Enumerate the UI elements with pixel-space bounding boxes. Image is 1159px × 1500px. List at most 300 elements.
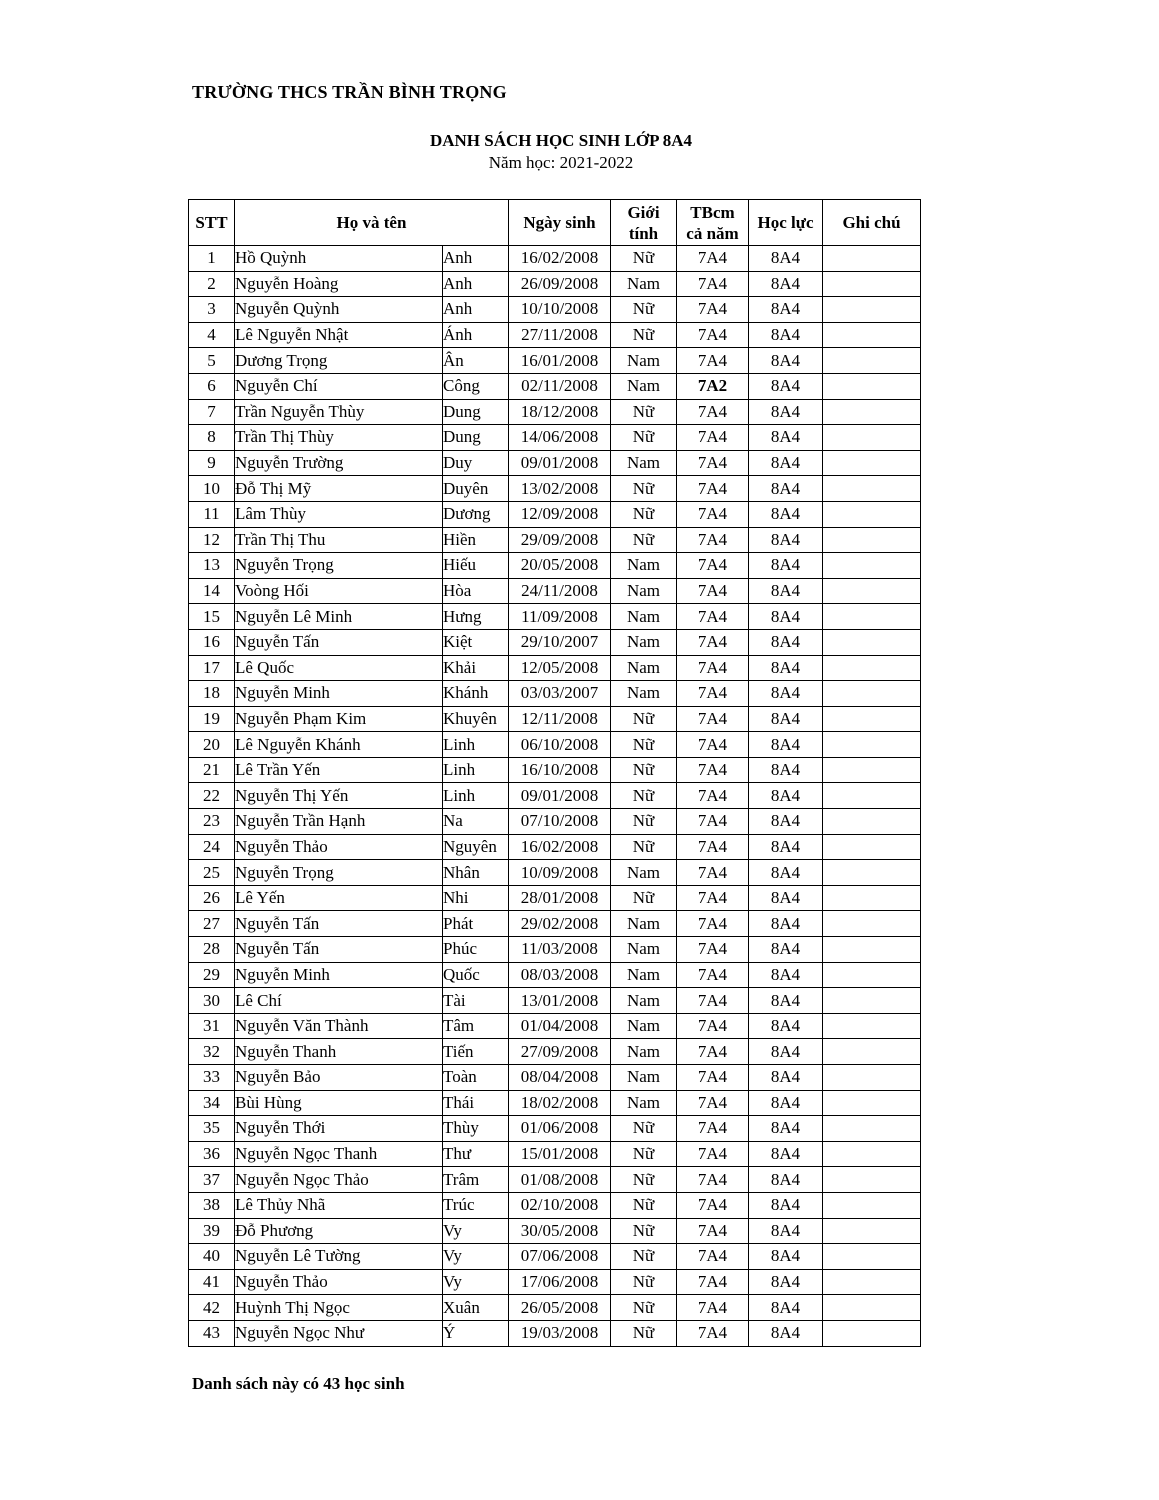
table-row (189, 297, 921, 323)
cell-dob: 16/01/2008 (509, 348, 611, 374)
cell-note (823, 834, 921, 860)
cell-given-name: Hiền (443, 527, 509, 553)
table-row (189, 783, 921, 809)
cell-rank: 8A4 (749, 1116, 823, 1142)
cell-average: 7A4 (677, 348, 749, 374)
cell-dob: 30/05/2008 (509, 1218, 611, 1244)
cell-average: 7A4 (677, 1269, 749, 1295)
cell-note (823, 399, 921, 425)
cell-family-name: Nguyễn Tấn (235, 911, 443, 937)
table-row (189, 246, 921, 272)
cell-note (823, 1116, 921, 1142)
cell-family-name: Nguyễn Tấn (235, 629, 443, 655)
cell-note (823, 553, 921, 579)
cell-family-name: Nguyễn Lê Tường (235, 1244, 443, 1270)
cell-dob: 01/08/2008 (509, 1167, 611, 1193)
cell-given-name: Linh (443, 732, 509, 758)
cell-stt: 24 (189, 834, 235, 860)
cell-given-name: Ân (443, 348, 509, 374)
cell-dob: 11/03/2008 (509, 937, 611, 963)
cell-rank: 8A4 (749, 834, 823, 860)
cell-average: 7A4 (677, 604, 749, 630)
cell-note (823, 1090, 921, 1116)
cell-family-name: Trần Thị Thùy (235, 425, 443, 451)
cell-average: 7A4 (677, 1320, 749, 1346)
cell-dob: 09/01/2008 (509, 783, 611, 809)
header-stt: STT (189, 200, 235, 246)
table-row (189, 578, 921, 604)
header-average (677, 200, 749, 246)
cell-note (823, 911, 921, 937)
cell-rank: 8A4 (749, 246, 823, 272)
cell-stt: 30 (189, 988, 235, 1014)
cell-rank: 8A4 (749, 501, 823, 527)
cell-stt: 42 (189, 1295, 235, 1321)
table-row (189, 1192, 921, 1218)
cell-dob: 16/02/2008 (509, 246, 611, 272)
cell-note (823, 373, 921, 399)
document-title: DANH SÁCH HỌC SINH LỚP 8A4 (429, 131, 693, 150)
cell-note (823, 1167, 921, 1193)
cell-gender: Nữ (611, 732, 677, 758)
cell-given-name: Nguyên (443, 834, 509, 860)
cell-stt: 6 (189, 373, 235, 399)
cell-average: 7A4 (677, 1065, 749, 1091)
cell-note (823, 297, 921, 323)
table-row (189, 655, 921, 681)
cell-given-name: Toàn (443, 1065, 509, 1091)
cell-average: 7A4 (677, 450, 749, 476)
cell-rank: 8A4 (749, 706, 823, 732)
cell-note (823, 1192, 921, 1218)
cell-average: 7A4 (677, 783, 749, 809)
cell-given-name: Ý (443, 1320, 509, 1346)
cell-stt: 17 (189, 655, 235, 681)
cell-gender: Nữ (611, 1269, 677, 1295)
cell-note (823, 988, 921, 1014)
cell-average: 7A4 (677, 706, 749, 732)
header-average-line2: cả năm (686, 223, 739, 243)
cell-average: 7A4 (677, 501, 749, 527)
cell-rank: 8A4 (749, 450, 823, 476)
table-row (189, 860, 921, 886)
cell-given-name: Thùy (443, 1116, 509, 1142)
cell-rank: 8A4 (749, 1269, 823, 1295)
header-average-line1: TBcm (690, 202, 735, 222)
cell-rank: 8A4 (749, 1218, 823, 1244)
cell-rank: 8A4 (749, 604, 823, 630)
cell-given-name: Anh (443, 297, 509, 323)
cell-rank: 8A4 (749, 1244, 823, 1270)
cell-average: 7A4 (677, 885, 749, 911)
cell-given-name: Khuyên (443, 706, 509, 732)
cell-dob: 16/10/2008 (509, 757, 611, 783)
cell-average: 7A4 (677, 629, 749, 655)
cell-given-name: Hiếu (443, 553, 509, 579)
cell-average: 7A4 (677, 399, 749, 425)
cell-average: 7A4 (677, 1244, 749, 1270)
cell-gender: Nam (611, 271, 677, 297)
cell-average: 7A4 (677, 911, 749, 937)
cell-family-name: Nguyễn Thảo (235, 1269, 443, 1295)
cell-family-name: Nguyễn Thới (235, 1116, 443, 1142)
cell-rank: 8A4 (749, 578, 823, 604)
cell-average: 7A4 (677, 937, 749, 963)
cell-note (823, 1065, 921, 1091)
header-dob: Ngày sinh (509, 200, 611, 246)
cell-rank: 8A4 (749, 962, 823, 988)
table-row (189, 373, 921, 399)
cell-average: 7A4 (677, 246, 749, 272)
cell-average: 7A4 (677, 1167, 749, 1193)
cell-dob: 07/10/2008 (509, 809, 611, 835)
cell-family-name: Nguyễn Chí (235, 373, 443, 399)
cell-gender: Nữ (611, 1320, 677, 1346)
cell-dob: 18/12/2008 (509, 399, 611, 425)
cell-given-name: Dung (443, 399, 509, 425)
cell-gender: Nam (611, 1039, 677, 1065)
cell-note (823, 937, 921, 963)
table-row (189, 1039, 921, 1065)
cell-gender: Nữ (611, 527, 677, 553)
cell-average: 7A4 (677, 988, 749, 1014)
cell-rank: 8A4 (749, 757, 823, 783)
table-row (189, 399, 921, 425)
table-row (189, 834, 921, 860)
cell-note (823, 809, 921, 835)
cell-note (823, 501, 921, 527)
cell-given-name: Thư (443, 1141, 509, 1167)
cell-rank: 8A4 (749, 809, 823, 835)
cell-family-name: Nguyễn Minh (235, 962, 443, 988)
cell-gender: Nam (611, 655, 677, 681)
cell-stt: 21 (189, 757, 235, 783)
table-row (189, 1269, 921, 1295)
cell-dob: 13/02/2008 (509, 476, 611, 502)
cell-gender: Nam (611, 629, 677, 655)
cell-gender: Nữ (611, 297, 677, 323)
cell-given-name: Anh (443, 271, 509, 297)
cell-average: 7A4 (677, 1090, 749, 1116)
table-row (189, 629, 921, 655)
cell-gender: Nam (611, 860, 677, 886)
cell-family-name: Nguyễn Phạm Kim (235, 706, 443, 732)
cell-average: 7A4 (677, 1013, 749, 1039)
cell-given-name: Linh (443, 783, 509, 809)
cell-note (823, 425, 921, 451)
cell-average: 7A4 (677, 809, 749, 835)
table-row (189, 911, 921, 937)
header-note: Ghi chú (823, 200, 921, 246)
table-row (189, 322, 921, 348)
table-header-row (189, 200, 921, 246)
cell-rank: 8A4 (749, 527, 823, 553)
cell-rank: 8A4 (749, 681, 823, 707)
cell-dob: 02/11/2008 (509, 373, 611, 399)
cell-given-name: Khánh (443, 681, 509, 707)
cell-family-name: Đỗ Thị Mỹ (235, 476, 443, 502)
cell-stt: 22 (189, 783, 235, 809)
cell-note (823, 578, 921, 604)
cell-family-name: Dương Trọng (235, 348, 443, 374)
cell-dob: 07/06/2008 (509, 1244, 611, 1270)
cell-given-name: Ánh (443, 322, 509, 348)
cell-rank: 8A4 (749, 553, 823, 579)
cell-dob: 08/03/2008 (509, 962, 611, 988)
cell-given-name: Linh (443, 757, 509, 783)
cell-gender: Nam (611, 937, 677, 963)
cell-gender: Nữ (611, 322, 677, 348)
cell-given-name: Trúc (443, 1192, 509, 1218)
cell-dob: 11/09/2008 (509, 604, 611, 630)
cell-dob: 26/05/2008 (509, 1295, 611, 1321)
cell-gender: Nữ (611, 885, 677, 911)
table-row (189, 1065, 921, 1091)
cell-dob: 03/03/2007 (509, 681, 611, 707)
cell-given-name: Vy (443, 1218, 509, 1244)
school-year: Năm học: 2021-2022 (488, 153, 634, 172)
cell-note (823, 348, 921, 374)
cell-gender: Nữ (611, 783, 677, 809)
table-row (189, 604, 921, 630)
cell-note (823, 1218, 921, 1244)
cell-dob: 29/09/2008 (509, 527, 611, 553)
cell-stt: 31 (189, 1013, 235, 1039)
cell-family-name: Lê Thủy Nhã (235, 1192, 443, 1218)
cell-rank: 8A4 (749, 1141, 823, 1167)
cell-stt: 40 (189, 1244, 235, 1270)
cell-average: 7A4 (677, 655, 749, 681)
cell-gender: Nam (611, 988, 677, 1014)
cell-stt: 2 (189, 271, 235, 297)
cell-family-name: Lê Quốc (235, 655, 443, 681)
cell-gender: Nam (611, 348, 677, 374)
cell-rank: 8A4 (749, 1167, 823, 1193)
table-row (189, 681, 921, 707)
cell-given-name: Thái (443, 1090, 509, 1116)
cell-stt: 9 (189, 450, 235, 476)
cell-rank: 8A4 (749, 860, 823, 886)
cell-average: 7A4 (677, 1192, 749, 1218)
cell-note (823, 1244, 921, 1270)
cell-stt: 1 (189, 246, 235, 272)
header-gender-line1: Giới (627, 202, 660, 222)
table-row (189, 1218, 921, 1244)
cell-stt: 35 (189, 1116, 235, 1142)
cell-dob: 12/11/2008 (509, 706, 611, 732)
header-gender (611, 200, 677, 246)
cell-average: 7A4 (677, 1295, 749, 1321)
cell-note (823, 681, 921, 707)
cell-stt: 5 (189, 348, 235, 374)
cell-average: 7A4 (677, 271, 749, 297)
cell-family-name: Nguyễn Văn Thành (235, 1013, 443, 1039)
cell-note (823, 885, 921, 911)
cell-gender: Nam (611, 1090, 677, 1116)
table-row (189, 476, 921, 502)
cell-family-name: Nguyễn Ngọc Thảo (235, 1167, 443, 1193)
table-row (189, 1013, 921, 1039)
cell-given-name: Xuân (443, 1295, 509, 1321)
cell-dob: 20/05/2008 (509, 553, 611, 579)
cell-stt: 13 (189, 553, 235, 579)
table-row (189, 1295, 921, 1321)
table-row (189, 527, 921, 553)
cell-given-name: Quốc (443, 962, 509, 988)
cell-gender: Nữ (611, 1295, 677, 1321)
cell-family-name: Nguyễn Tấn (235, 937, 443, 963)
cell-average: 7A4 (677, 1039, 749, 1065)
cell-stt: 11 (189, 501, 235, 527)
cell-note (823, 271, 921, 297)
cell-rank: 8A4 (749, 399, 823, 425)
cell-stt: 41 (189, 1269, 235, 1295)
cell-note (823, 476, 921, 502)
cell-family-name: Trần Thị Thu (235, 527, 443, 553)
cell-rank: 8A4 (749, 373, 823, 399)
cell-family-name: Nguyễn Ngọc Thanh (235, 1141, 443, 1167)
cell-given-name: Phúc (443, 937, 509, 963)
cell-stt: 20 (189, 732, 235, 758)
cell-gender: Nữ (611, 809, 677, 835)
cell-given-name: Dung (443, 425, 509, 451)
cell-family-name: Nguyễn Thanh (235, 1039, 443, 1065)
cell-stt: 8 (189, 425, 235, 451)
cell-stt: 38 (189, 1192, 235, 1218)
cell-gender: Nữ (611, 1167, 677, 1193)
school-name: TRƯỜNG THCS TRẦN BÌNH TRỌNG (192, 82, 507, 102)
cell-dob: 27/11/2008 (509, 322, 611, 348)
cell-gender: Nữ (611, 399, 677, 425)
cell-family-name: Nguyễn Ngọc Như (235, 1320, 443, 1346)
cell-given-name: Anh (443, 246, 509, 272)
cell-average: 7A4 (677, 553, 749, 579)
cell-average: 7A4 (677, 834, 749, 860)
cell-rank: 8A4 (749, 988, 823, 1014)
cell-given-name: Vy (443, 1244, 509, 1270)
cell-given-name: Hòa (443, 578, 509, 604)
cell-gender: Nam (611, 373, 677, 399)
cell-dob: 24/11/2008 (509, 578, 611, 604)
cell-dob: 18/02/2008 (509, 1090, 611, 1116)
cell-note (823, 527, 921, 553)
cell-stt: 39 (189, 1218, 235, 1244)
table-row (189, 450, 921, 476)
header-name: Họ và tên (235, 200, 509, 246)
cell-gender: Nữ (611, 757, 677, 783)
cell-stt: 25 (189, 860, 235, 886)
student-table (188, 199, 921, 1347)
table-row (189, 1090, 921, 1116)
cell-note (823, 1269, 921, 1295)
cell-dob: 09/01/2008 (509, 450, 611, 476)
cell-rank: 8A4 (749, 1090, 823, 1116)
cell-stt: 28 (189, 937, 235, 963)
cell-family-name: Nguyễn Trọng (235, 860, 443, 886)
table-row (189, 1244, 921, 1270)
table-row (189, 553, 921, 579)
cell-rank: 8A4 (749, 1039, 823, 1065)
cell-rank: 8A4 (749, 425, 823, 451)
cell-note (823, 629, 921, 655)
cell-gender: Nam (611, 962, 677, 988)
cell-dob: 15/01/2008 (509, 1141, 611, 1167)
cell-given-name: Hưng (443, 604, 509, 630)
header-gender-line2: tính (628, 223, 659, 243)
table-row (189, 757, 921, 783)
table-row (189, 1320, 921, 1346)
cell-rank: 8A4 (749, 1192, 823, 1218)
cell-gender: Nam (611, 553, 677, 579)
cell-note (823, 1320, 921, 1346)
cell-dob: 19/03/2008 (509, 1320, 611, 1346)
cell-family-name: Nguyễn Hoàng (235, 271, 443, 297)
cell-dob: 01/06/2008 (509, 1116, 611, 1142)
cell-average: 7A4 (677, 757, 749, 783)
cell-dob: 06/10/2008 (509, 732, 611, 758)
cell-dob: 10/09/2008 (509, 860, 611, 886)
cell-stt: 36 (189, 1141, 235, 1167)
cell-gender: Nữ (611, 706, 677, 732)
header-rank: Học lực (749, 200, 823, 246)
cell-stt: 10 (189, 476, 235, 502)
cell-note (823, 1295, 921, 1321)
cell-rank: 8A4 (749, 271, 823, 297)
cell-stt: 33 (189, 1065, 235, 1091)
cell-average: 7A4 (677, 1141, 749, 1167)
table-row (189, 988, 921, 1014)
cell-family-name: Đỗ Phương (235, 1218, 443, 1244)
cell-gender: Nam (611, 578, 677, 604)
cell-note (823, 732, 921, 758)
cell-dob: 12/09/2008 (509, 501, 611, 527)
cell-dob: 29/02/2008 (509, 911, 611, 937)
cell-rank: 8A4 (749, 1320, 823, 1346)
cell-note (823, 757, 921, 783)
cell-stt: 23 (189, 809, 235, 835)
cell-stt: 34 (189, 1090, 235, 1116)
cell-given-name: Nhi (443, 885, 509, 911)
cell-stt: 15 (189, 604, 235, 630)
cell-gender: Nữ (611, 1192, 677, 1218)
cell-given-name: Vy (443, 1269, 509, 1295)
table-row (189, 1141, 921, 1167)
cell-dob: 28/01/2008 (509, 885, 611, 911)
table-row (189, 271, 921, 297)
cell-stt: 43 (189, 1320, 235, 1346)
cell-stt: 16 (189, 629, 235, 655)
cell-note (823, 322, 921, 348)
cell-given-name: Duy (443, 450, 509, 476)
table-row (189, 1167, 921, 1193)
cell-rank: 8A4 (749, 476, 823, 502)
cell-rank: 8A4 (749, 655, 823, 681)
cell-note (823, 1141, 921, 1167)
cell-family-name: Nguyễn Trường (235, 450, 443, 476)
cell-gender: Nữ (611, 501, 677, 527)
cell-gender: Nữ (611, 1218, 677, 1244)
cell-family-name: Lê Nguyễn Khánh (235, 732, 443, 758)
cell-average: 7A4 (677, 297, 749, 323)
cell-average: 7A4 (677, 1116, 749, 1142)
cell-given-name: Tài (443, 988, 509, 1014)
cell-rank: 8A4 (749, 322, 823, 348)
cell-given-name: Duyên (443, 476, 509, 502)
cell-given-name: Phát (443, 911, 509, 937)
cell-gender: Nam (611, 1065, 677, 1091)
cell-dob: 16/02/2008 (509, 834, 611, 860)
table-row (189, 348, 921, 374)
